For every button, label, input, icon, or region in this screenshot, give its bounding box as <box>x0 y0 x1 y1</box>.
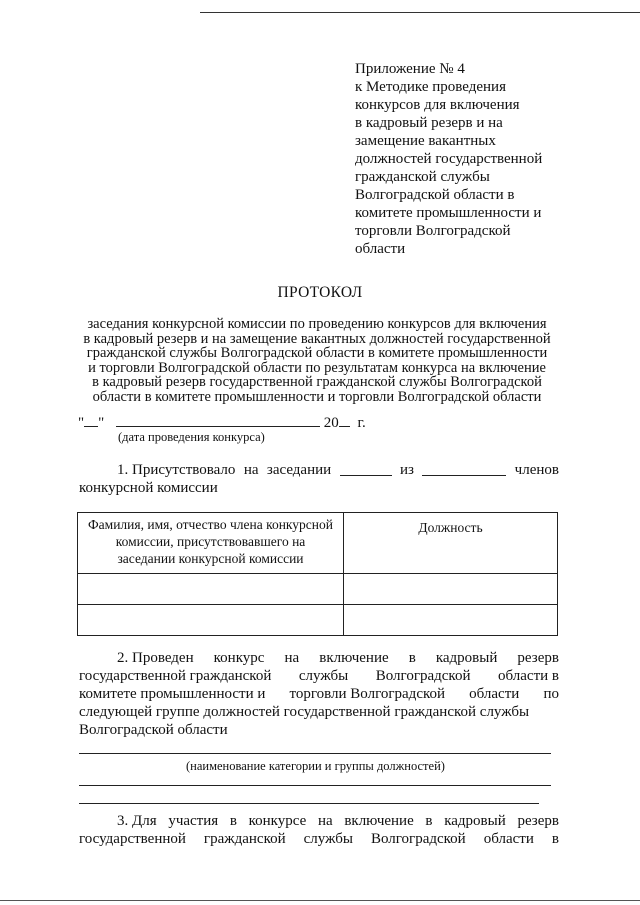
header-position: Должность <box>344 513 558 574</box>
section3-line2 <box>79 830 559 848</box>
year-suffix: г. <box>357 415 366 431</box>
table-cell[interactable] <box>78 605 344 636</box>
section2-line5: Волгоградской области <box>79 722 228 738</box>
bottom-edge-line <box>0 900 640 901</box>
day-blank <box>84 412 98 427</box>
subtitle-line: и торговли Волгоградской области по результатам конкурса на включение <box>88 359 546 376</box>
section2-line2 <box>79 667 559 685</box>
section3-word: государственной <box>79 831 186 847</box>
table-row <box>78 605 558 636</box>
month-blank <box>116 412 320 427</box>
section2-word: конкурс <box>213 650 265 666</box>
total-count-blank <box>422 461 506 476</box>
section2-word: резерв <box>517 650 559 666</box>
appendix-line: к Методике проведения <box>355 79 506 95</box>
date-quote-close: " <box>98 415 105 431</box>
appendix-line: Приложение № 4 <box>355 61 465 77</box>
section1-word: 1. Присутствовало <box>117 462 236 478</box>
appendix-line: конкурсов для включения <box>355 97 520 113</box>
section3-word: участия <box>168 813 219 829</box>
appendix-line: Волгоградской области в <box>355 187 515 203</box>
section3-word: гражданской <box>203 831 286 847</box>
section2-line1 <box>79 649 559 667</box>
section2-word: Волгоградской <box>375 668 471 684</box>
section2-word: кадровый <box>435 650 498 666</box>
date-line <box>78 412 366 432</box>
appendix-line: комитете промышленности и <box>355 205 542 221</box>
section1-word: из <box>399 462 414 478</box>
document-subtitle <box>72 317 562 404</box>
present-count-blank <box>340 461 392 476</box>
section2-word: комитете промышленности и <box>79 686 266 702</box>
appendix-line: торговли Волгоградской <box>355 223 511 239</box>
group-blank-line-2 <box>79 803 539 804</box>
section3-word: в <box>425 813 433 829</box>
section2-word: на <box>284 650 300 666</box>
header-full-name <box>78 513 344 574</box>
section2-word: области <box>469 686 520 702</box>
section2-word: области в <box>498 668 559 684</box>
section3-word: 3. Для <box>117 813 157 829</box>
section3-word: службы <box>303 831 353 847</box>
section1-line2: конкурсной комиссии <box>79 480 218 496</box>
year-blank <box>339 412 350 427</box>
section2-line4: следующей группе должностей государственной гражданской службы <box>79 704 530 720</box>
subtitle-line: в кадровый резерв и на замещение вакантных должностей государственной <box>83 330 551 347</box>
section2-word: службы <box>298 668 349 684</box>
section2-word: включение <box>319 650 389 666</box>
table-header-row <box>78 513 558 574</box>
appendix-line: области <box>355 241 406 257</box>
members-table <box>77 512 558 636</box>
section1-word: заседании <box>266 462 332 478</box>
year-prefix: 20 <box>323 415 339 431</box>
section3-word: конкурсе <box>248 813 307 829</box>
header-line: комиссии, присутствовавшего на <box>115 534 306 549</box>
header-line: Фамилия, имя, отчество члена конкурсной <box>88 517 333 532</box>
subtitle-line: гражданской службы Волгоградской области в комитете промышленности <box>86 345 548 361</box>
section3-word: в <box>551 831 559 847</box>
appendix-line: гражданской службы <box>355 169 490 185</box>
document-title: ПРОТОКОЛ <box>277 284 363 301</box>
subtitle-line: в кадровый резерв государственной гражданской службы Волгоградской <box>92 374 542 390</box>
table-cell[interactable] <box>78 574 344 605</box>
appendix-block <box>355 60 595 258</box>
header-line: заседании конкурсной комиссии <box>117 551 304 566</box>
section1-line1 <box>79 461 559 479</box>
appendix-line: замещение вакантных <box>355 133 496 149</box>
section2-word: государственной гражданской <box>79 668 272 684</box>
date-caption: (дата проведения конкурса) <box>118 430 265 444</box>
appendix-line: в кадровый резерв и на <box>355 115 503 131</box>
section3-word: Волгоградской <box>370 831 466 847</box>
date-quote-open: " <box>78 415 85 431</box>
section3-line1 <box>79 812 559 830</box>
appendix-line: должностей государственной <box>355 151 543 167</box>
table-row <box>78 574 558 605</box>
subtitle-line: области в комитете промышленности и торговли Волгоградской области <box>92 388 542 405</box>
section2-word: 2. Проведен <box>117 650 194 666</box>
section2-word: торговли Волгоградской <box>289 686 446 702</box>
section3-word: резерв <box>517 813 559 829</box>
section1-word: членов <box>514 462 559 478</box>
section3-word: на <box>317 813 333 829</box>
section1-word: на <box>243 462 259 478</box>
category-blank-line <box>79 753 551 754</box>
table-cell[interactable] <box>344 605 558 636</box>
category-caption: (наименование категории и группы должностей) <box>186 759 445 773</box>
section3-word: в <box>229 813 237 829</box>
section2-word: в <box>408 650 416 666</box>
top-edge-line <box>200 12 640 13</box>
section2-line3 <box>79 685 559 703</box>
section3-word: области <box>483 831 534 847</box>
section3-word: кадровый <box>444 813 506 829</box>
section3-word: включение <box>344 813 414 829</box>
subtitle-line: заседания конкурсной комиссии по проведению конкурсов для включения <box>87 316 547 332</box>
group-blank-line <box>79 785 551 786</box>
section2-word: по <box>543 686 559 702</box>
table-cell[interactable] <box>344 574 558 605</box>
